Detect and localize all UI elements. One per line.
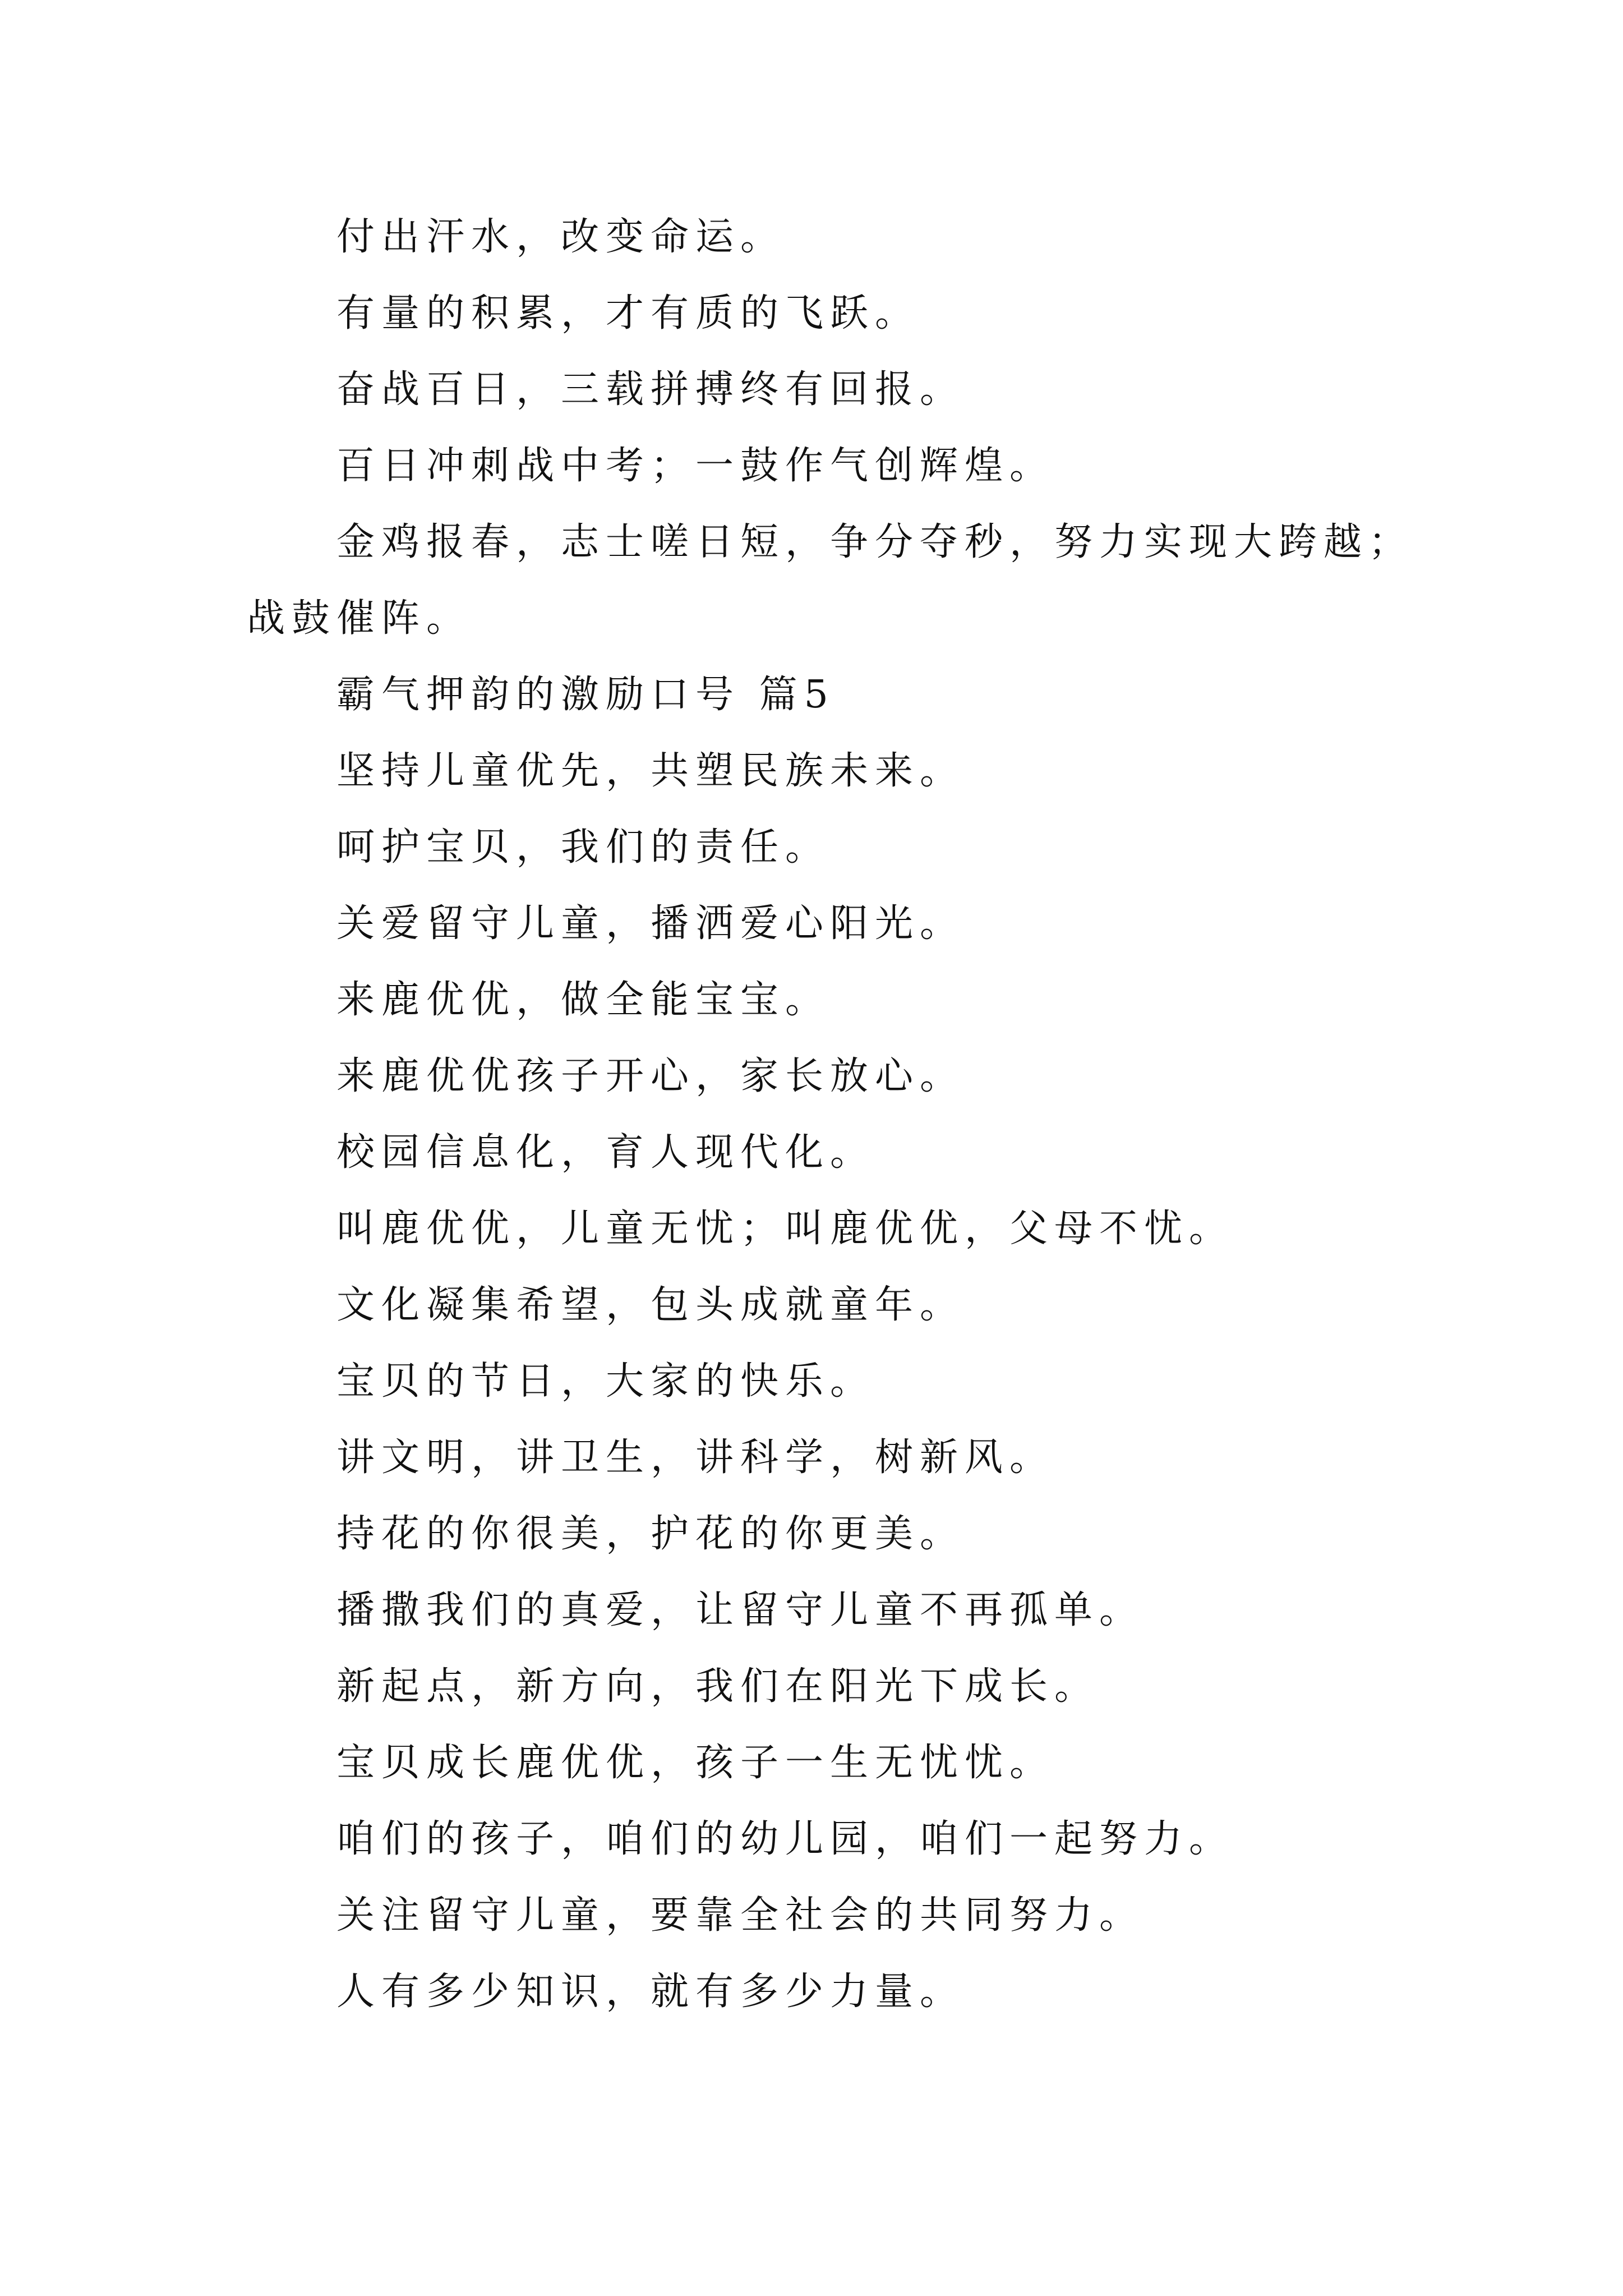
paragraph: 持花的你很美，护花的你更美。: [336, 1512, 965, 1556]
paragraph: 呵护宝贝，我们的责任。: [336, 825, 831, 869]
paragraph: 关注留守儿童，要靠全社会的共同努力。: [336, 1893, 1145, 1938]
paragraph: 付出汗水，改变命运。: [336, 215, 786, 259]
paragraph: 坚持儿童优先，共塑民族未来。: [336, 749, 965, 793]
paragraph: 文化凝集希望，包头成就童年。: [336, 1283, 965, 1327]
paragraph: 播撒我们的真爱，让留守儿童不再孤单。: [336, 1588, 1145, 1632]
paragraph: 有量的积累，才有质的飞跃。: [336, 291, 920, 335]
paragraph: 校园信息化，育人现代化。: [336, 1130, 875, 1175]
paragraph: 新起点，新方向，我们在阳光下成长。: [336, 1664, 1100, 1709]
paragraph: 关爱留守儿童，播洒爱心阳光。: [336, 901, 965, 946]
paragraph: 奋战百日，三载拼搏终有回报。: [336, 367, 965, 412]
paragraph: 讲文明，讲卫生，讲科学，树新风。: [336, 1435, 1055, 1480]
section-heading: 霸气押韵的激励口号 篇5: [336, 673, 835, 717]
paragraph: 人有多少知识，就有多少力量。: [336, 1970, 965, 2014]
paragraph: 来鹿优优孩子开心，家长放心。: [336, 1054, 965, 1098]
document-body: [247, 199, 1447, 2030]
paragraph: 叫鹿优优，儿童无忧；叫鹿优优，父母不忧。: [336, 1207, 1234, 1251]
paragraph: 金鸡报春，志士嗟日短，争分夺秒，努力实现大跨越；战鼓催阵。: [247, 520, 1414, 641]
paragraph: 宝贝成长鹿优优，孩子一生无忧忧。: [336, 1741, 1055, 1785]
paragraph: 宝贝的节日，大家的快乐。: [336, 1359, 875, 1404]
paragraph: 来鹿优优，做全能宝宝。: [336, 978, 831, 1022]
paragraph: 百日冲刺战中考；一鼓作气创辉煌。: [336, 444, 1055, 488]
paragraph: 咱们的孩子，咱们的幼儿园，咱们一起努力。: [336, 1817, 1234, 1861]
